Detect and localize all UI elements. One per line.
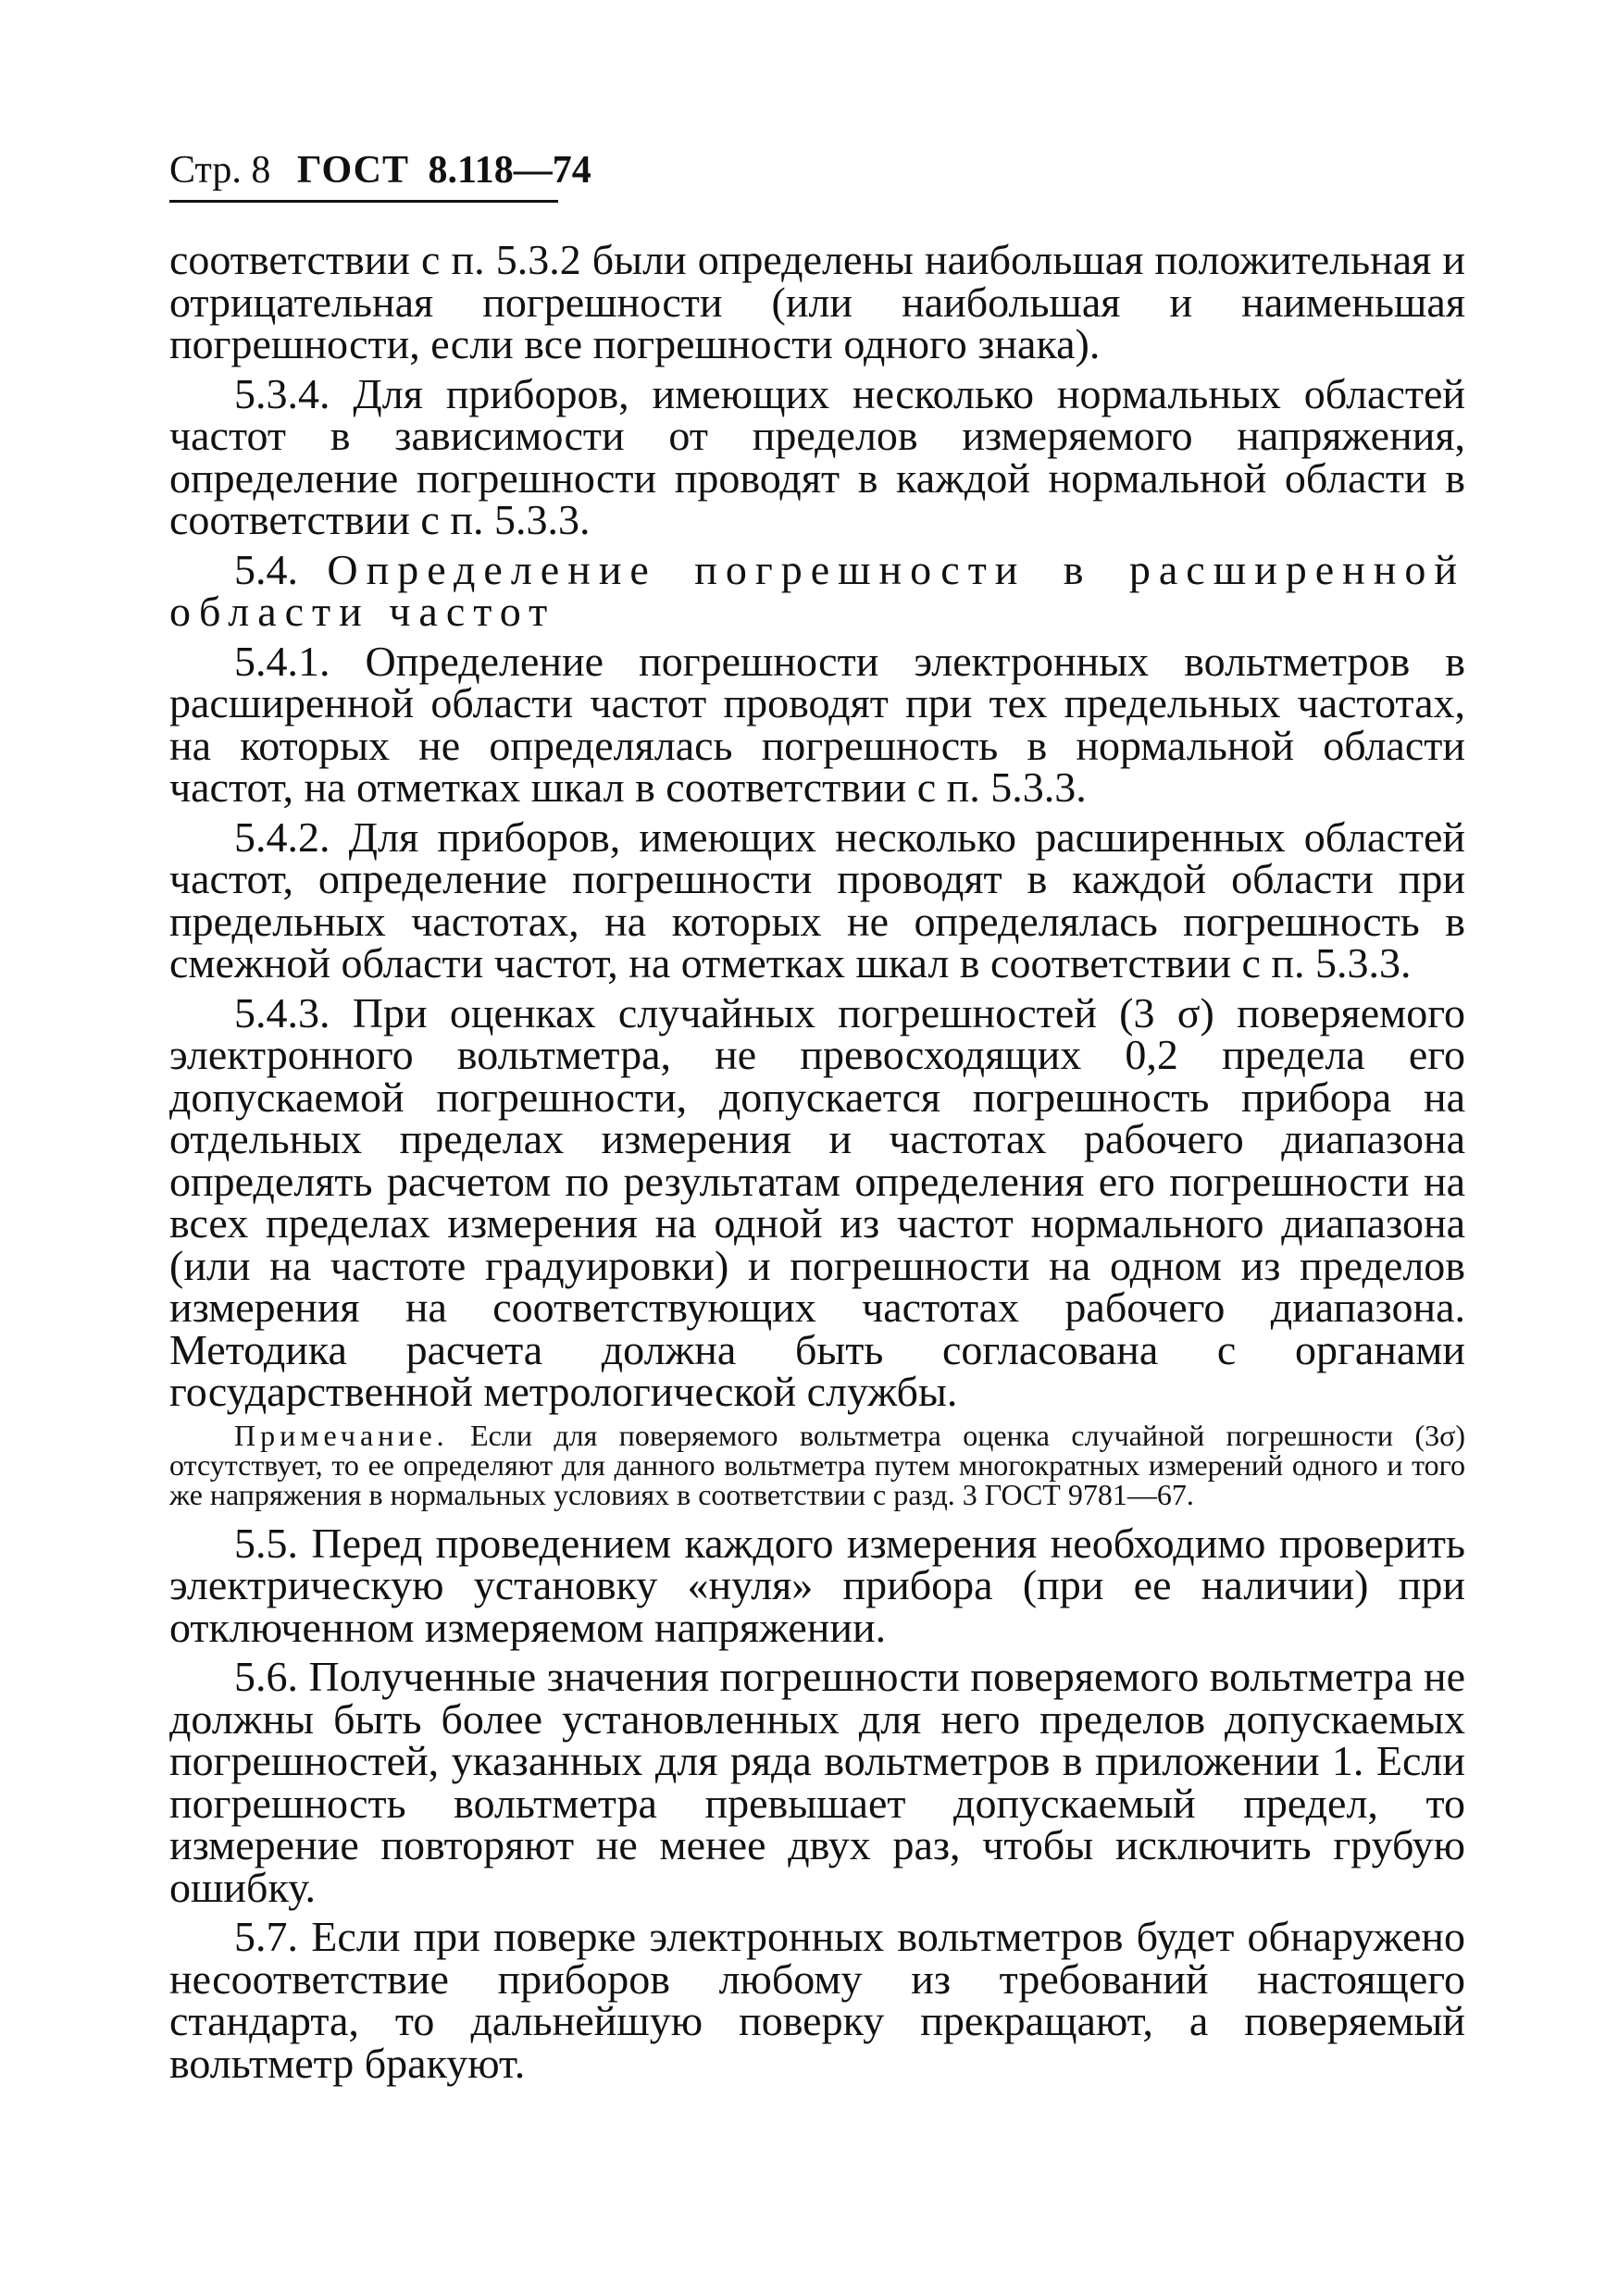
paragraph-continuation: соответствии с п. 5.3.2 были определены наибольшая положительная и отрицательная погрешности (или наибольшая и наименьшая погрешности, если все погрешности одного знака). [169,236,1465,367]
paragraph-5-4-3: 5.4.3. При оценках случайных погрешностей (3 σ) поверяемого электронного вольтметра, не превосходящих 0,2 предела его допускаемой погрешности, допускается погрешность прибора на отдельных пределах измерения и частотах рабочего диапазона определять расчетом по результатам определения его погрешности на всех пределах измерения на одной из частот нормального диапазона (или на частоте градуировки) и погрешности на одном из пределов измерения на соответствующих частотах рабочего диапазона. Методика расчета должна быть согласована с органами государственной метрологической службы. [169,988,1465,1415]
section-5-4-heading [169,545,1465,635]
standard-name: ГОСТ [296,149,410,192]
document-body [169,236,1466,2091]
note-text: Если для поверяемого вольтметра оценка случайной погрешности (3σ) отсутствует, то ее определяют для данного вольтметра путем многократных измерений одного и того же напряжения в нормальных условиях в соответствии с разд. 3 ГОСТ 9781—67. [169,1418,1466,1511]
paragraph-5-6: 5.6. Полученные значения погрешности поверяемого вольтметра не должны быть более установленных для него пределов допускаемых погрешностей, указанных для ряда вольтметров в приложении 1. Если погрешность вольтметра превышает допускаемый предел, то измерение повторяют не менее двух раз, чтобы исключить грубую ошибку. [169,1653,1465,1911]
paragraph-5-7: 5.7. Если при поверке электронных вольтметров будет обнаружено несоответствие приборов любому из требований настоящего стандарта, то дальнейшую поверку прекращают, а поверяемый вольтметр бракуют. [169,1913,1465,2087]
paragraph-5-4-1: 5.4.1. Определение погрешности электронных вольтметров в расширенной области частот проводят при тех предельных частотах, на которых не определялась погрешность в нормальной области частот, на отметках шкал в соответствии с п. 5.3.3. [169,637,1465,811]
note-label: Примечание. [234,1418,449,1452]
section-number: 5.4. [234,545,298,593]
paragraph-5-3-4: 5.3.4. Для приборов, имеющих несколько нормальных областей частот в зависимости от пределов измеряемого напряжения, определение погрешности проводят в каждой нормальной области в соответствии с п. 5.3.3. [169,369,1465,543]
paragraph-5-4-2: 5.4.2. Для приборов, имеющих несколько расширенных областей частот, определение погрешности проводят в каждой области при предельных частотах, на которых не определялась погрешность в смежной области частот, на отметках шкал в соответствии с п. 5.3.3. [169,813,1465,987]
paragraph-5-5: 5.5. Перед проведением каждого измерения необходимо проверить электрическую установку «нуля» прибора (при ее наличии) при отключенном измеряемом напряжении. [169,1519,1465,1651]
section-title: Определение погрешности в расширенной области частот [169,545,1465,635]
page-number: Стр. 8 [169,149,271,192]
note [169,1418,1466,1511]
standard-number: 8.118—74 [428,149,591,192]
page-header [169,148,591,203]
